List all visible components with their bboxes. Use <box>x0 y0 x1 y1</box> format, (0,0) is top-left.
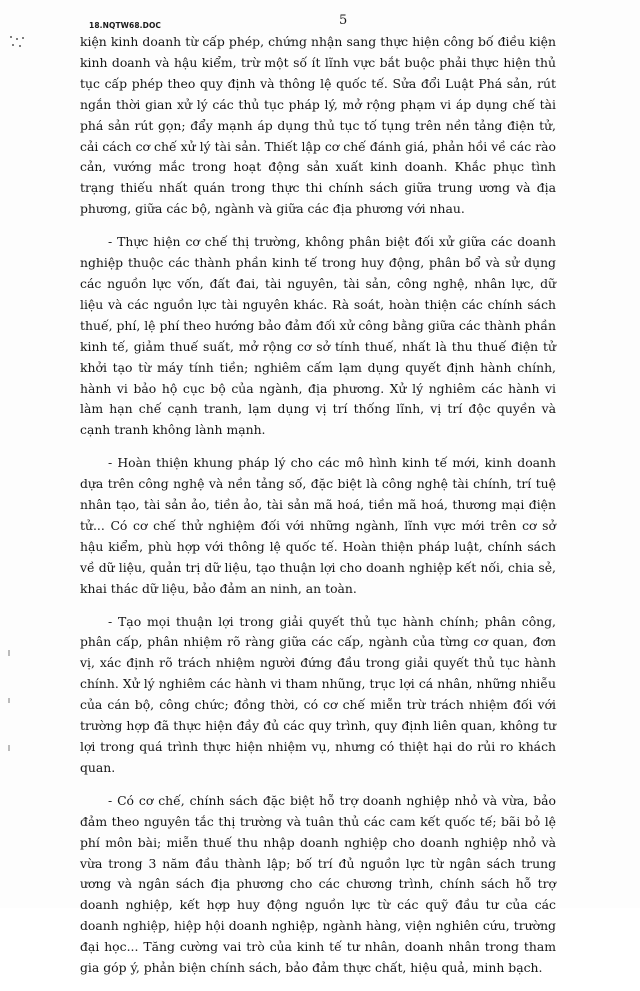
paragraph: - Có cơ chế, chính sách đặc biệt hỗ trợ doanh nghiệp nhỏ và vừa, bảo đảm theo nguyên tắc thị trường và tuân thủ các cam kết quốc tế; bãi bỏ lệ phí môn bài; miễn thuế thu nhập doanh nghiệp cho doanh nghiệp nhỏ và vừa trong 3 năm đầu thành lập; bố trí đủ nguồn lực từ ngân sách trung ương và ngân sách địa phương cho các chương trình, chính sách hỗ trợ doanh nghiệp, kết hợp huy động nguồn lực từ các quỹ đầu tư của các doanh nghiệp, hiệp hội doanh nghiệp, ngành hàng, viện nghiên cứu, trường đại học... Tăng cường vai trò của kinh tế tư nhân, doanh nhân trong tham gia góp ý, phản biện chính sách, bảo đảm thực chất, hiệu quả, minh bạch. <box>80 792 556 976</box>
scan-mark <box>8 745 10 751</box>
paragraph: - Thực hiện cơ chế thị trường, không phân biệt đối xử giữa các doanh nghiệp thuộc các thành phần kinh tế trong huy động, phân bổ và sử dụng các nguồn lực vốn, đất đai, tài nguyên, tài sản, công nghệ, nhân lực, dữ liệu và các nguồn lực tài nguyên khác. Rà soát, hoàn thiện các chính sách thuế, phí, lệ phí theo hướng bảo đảm đối xử công bằng giữa các thành phần kinh tế, giảm thuế suất, mở rộng cơ sở tính thuế, nhất là thu thuế điện tử khởi tạo từ máy tính tiền; nghiêm cấm lạm dụng quyết định hành chính, hành vi bảo hộ cục bộ của ngành, địa phương. Xử lý nghiêm các hành vi làm hạn chế cạnh tranh, lạm dụng vị trí thống lĩnh, vị trí độc quyền và cạnh tranh không lành mạnh. <box>80 234 556 438</box>
paragraph: kiện kinh doanh từ cấp phép, chứng nhận sang thực hiện công bố điều kiện kinh doanh và hậu kiểm, trừ một số ít lĩnh vực bắt buộc phải thực hiện thủ tục cấp phép theo quy định và thông lệ quốc tế. Sửa đổi Luật Phá sản, rút ngắn thời gian xử lý các thủ tục pháp lý, mở rộng phạm vi áp dụng chế tài phá sản rút gọn; đẩy mạnh áp dụng thủ tục tố tụng trên nền tảng điện tử, cải cách cơ chế xử lý tài sản. Thiết lập cơ chế đánh giá, phản hồi về các rào cản, vướng mắc trong hoạt động sản xuất kinh doanh. Khắc phục tình trạng thiếu nhất quán trong thực thi chính sách giữa trung ương và địa phương, giữa các bộ, ngành và giữa các địa phương với nhau. <box>80 34 556 217</box>
scan-specks <box>10 36 30 56</box>
page-number: 5 <box>339 13 348 28</box>
body-text <box>80 32 556 991</box>
document-filename: 18.NQTW68.DOC <box>89 21 162 30</box>
paragraph: - Hoàn thiện khung pháp lý cho các mô hình kinh tế mới, kinh doanh dựa trên công nghệ và nền tảng số, đặc biệt là công nghệ tài chính, trí tuệ nhân tạo, tài sản ảo, tiền ảo, tài sản mã hoá, tiền mã hoá, thương mại điện tử... Có cơ chế thử nghiệm đối với những ngành, lĩnh vực mới trên cơ sở hậu kiểm, phù hợp với thông lệ quốc tế. Hoàn thiện pháp luật, chính sách về dữ liệu, quản trị dữ liệu, tạo thuận lợi cho doanh nghiệp kết nối, chia sẻ, khai thác dữ liệu, bảo đảm an ninh, an toàn. <box>80 455 556 596</box>
scan-mark <box>8 650 10 656</box>
paragraph: - Tạo mọi thuận lợi trong giải quyết thủ tục hành chính; phân công, phân cấp, phân nhiệm rõ ràng giữa các cấp, ngành của từng cơ quan, đơn vị, xác định rõ trách nhiệm người đứng đầu trong giải quyết thủ tục hành chính. Xử lý nghiêm các hành vi tham nhũng, trục lợi cá nhân, những nhiễu của cán bộ, công chức; đồng thời, có cơ chế miễn trừ trách nhiệm đối với trường hợp đã thực hiện đầy đủ các quy trình, quy định liên quan, không tư lợi trong quá trình thực hiện nhiệm vụ, nhưng có thiệt hại do rủi ro khách quan. <box>80 613 556 775</box>
scan-mark <box>8 698 10 703</box>
